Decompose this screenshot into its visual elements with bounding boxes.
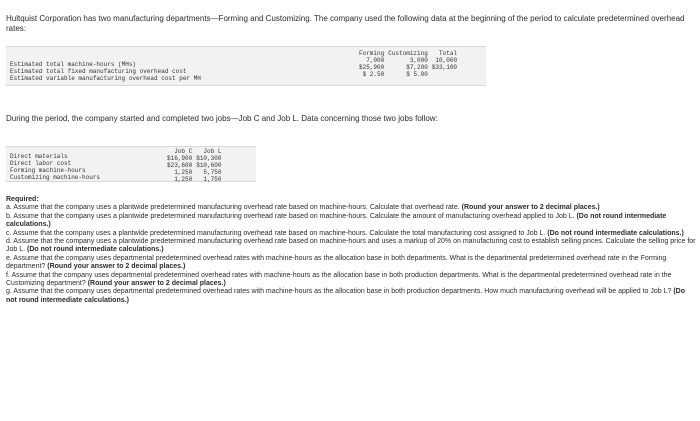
cell: $ 2.50	[362, 71, 385, 78]
question-text: f. Assume that the company uses departmental predetermined overhead rates with machine-hours as the allocation base in both production departments. What is the departmental predetermined overhead rate in the Customizing department?	[6, 271, 672, 288]
cell: 1,250	[174, 169, 193, 176]
question-text: e. Assume that the company uses departmental predetermined overhead rates with machine-hours as the allocation base in both departments. What is the departmental predetermined overhead rate in the Forming department?	[6, 254, 667, 271]
jobs-intro-text: During the period, the company started and completed two jobs—Job C and Job L. Data concerning those two jobs follow:	[6, 114, 438, 123]
question-e	[6, 255, 696, 272]
cell	[432, 71, 461, 78]
row-label-forming-mh: Forming machine-hours	[10, 167, 86, 174]
question-g	[6, 288, 696, 305]
cell: 7,000	[366, 57, 385, 64]
question-text: b. Assume that the company uses a plantwide predetermined manufacturing overhead rate based on machine-hours. Calculate the amount of manufacturing overhead applied to Job L.	[6, 212, 575, 220]
question-note: (Round your answer to 2 decimal places.)	[87, 280, 226, 288]
row-labels	[10, 61, 201, 82]
cell: $ 5.00	[406, 71, 428, 78]
question-list	[6, 204, 696, 305]
header-job-l: Job L	[203, 148, 222, 155]
header-customizing: Customizing	[388, 50, 428, 57]
question-a	[6, 204, 696, 212]
cell: $10,600	[196, 162, 222, 169]
row-labels	[10, 153, 100, 181]
question-text: c. Assume that the company uses a plantwide predetermined manufacturing overhead rate based on machine-hours. Calculate the total manufacturing cost assigned to Job L.	[6, 229, 546, 237]
question-text: d. Assume that the company uses a plantwide predetermined manufacturing overhead rate based on machine-hours and uses a markup of 20% on manufacturing cost to establish selling prices. Calculate the selling price for Job L.	[6, 238, 696, 254]
question-d	[6, 238, 696, 255]
row-label-customizing-mh: Customizing machine-hours	[10, 174, 101, 181]
cell: 5,750	[203, 169, 222, 176]
question-text: a. Assume that the company uses a plantwide predetermined manufacturing overhead rate based on machine-hours. Calculate that overhead rate.	[6, 204, 460, 212]
question-note: (Do not round intermediate calculations.)	[6, 212, 667, 229]
question-c	[6, 230, 696, 238]
required-heading: Required:	[6, 196, 39, 203]
question-note: (Round your answer to 2 decimal places.)	[47, 263, 186, 271]
overhead-estimates-table	[6, 46, 486, 86]
department-columns	[359, 50, 461, 78]
cell: $25,900	[359, 64, 385, 71]
question-note: (Do not round intermediate calculations.)	[6, 288, 686, 304]
question-note: (Do not round intermediate calculations.)	[27, 246, 164, 254]
job-columns	[167, 148, 225, 183]
cell: $33,100	[431, 64, 458, 71]
row-label-fixed-overhead: Estimated total fixed manufacturing overhead cost	[10, 68, 187, 75]
cell: 3,000	[409, 57, 428, 64]
question-b	[6, 213, 696, 230]
header-job-c: Job C	[174, 148, 193, 155]
cell: 1,750	[203, 176, 222, 183]
row-label-variable-overhead: Estimated variable manufacturing overhead cost per MH	[10, 75, 201, 82]
cell: $10,300	[196, 155, 222, 162]
question-f	[6, 272, 696, 289]
header-total: Total	[439, 50, 458, 57]
row-label-direct-labor: Direct labor cost	[10, 160, 72, 167]
cell: 10,000	[435, 57, 458, 64]
required-section	[6, 196, 696, 305]
question-note: (Do not round intermediate calculations.)	[547, 229, 684, 237]
cell: 1,250	[174, 176, 193, 183]
cell: $7,200	[406, 64, 428, 71]
cell: $16,900	[167, 155, 193, 162]
row-label-machine-hours: Estimated total machine-hours (MHs)	[10, 61, 137, 68]
question-note: (Round your answer to 2 decimal places.)	[461, 204, 600, 212]
row-label-direct-materials: Direct materials	[10, 153, 68, 160]
header-forming: Forming	[359, 50, 385, 57]
cell: $23,600	[167, 162, 193, 169]
intro-paragraph: Hultquist Corporation has two manufacturing departments—Forming and Customizing. The company used the following data at the beginning of the period to calculate predetermined overhead rates:	[6, 14, 685, 33]
job-data-table	[6, 146, 256, 182]
question-text: g. Assume that the company uses departmental predetermined overhead rates with machine-hours as the allocation base in both production departments. How much manufacturing overhead will be applied to Job L?	[6, 288, 672, 296]
